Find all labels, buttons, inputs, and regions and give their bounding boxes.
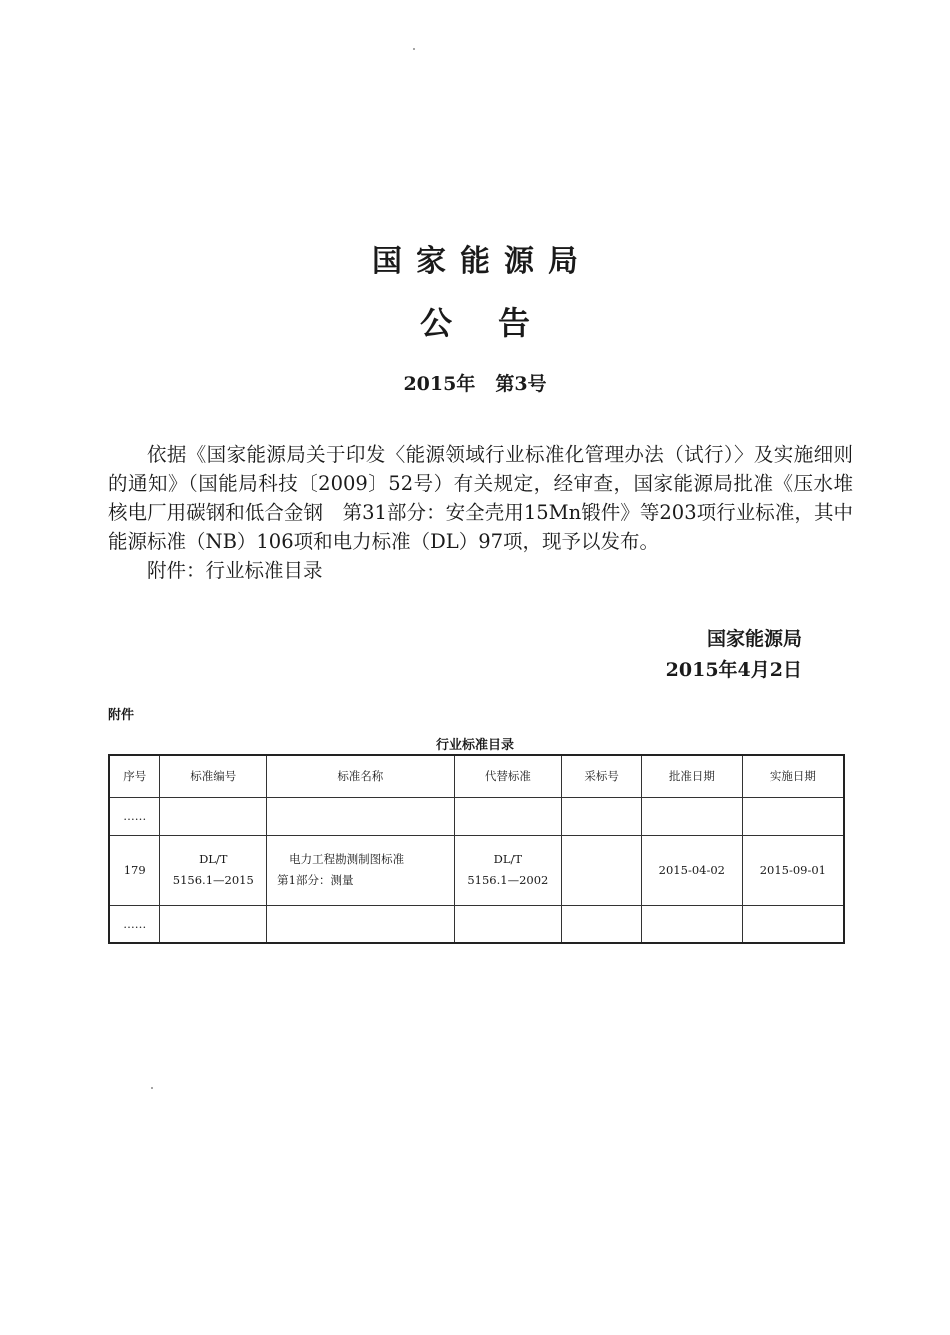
row-name-line2: 第1部分：测量	[277, 873, 354, 887]
row-effective-date: 2015-09-01	[742, 835, 844, 905]
col-header-approval-date: 批准日期	[641, 755, 742, 797]
table-row	[109, 835, 844, 905]
signature-block	[666, 624, 802, 686]
row-replaces-line2: 5156.1—2002	[467, 873, 549, 887]
table-row-ellipsis	[109, 797, 844, 835]
issue-number	[0, 369, 950, 396]
row-name-line1: 电力工程勘测制图标准	[289, 852, 405, 866]
announcement-body	[108, 440, 853, 585]
col-header-code: 标准编号	[160, 755, 267, 797]
table-header-row	[109, 755, 844, 797]
row-seq: 179	[109, 835, 160, 905]
row-code	[160, 835, 267, 905]
signature-date: 2015年4月2日	[665, 659, 802, 681]
row-code-line1: DL/T	[199, 852, 228, 866]
scan-speck	[413, 48, 415, 50]
issue-year: 2015年	[403, 373, 476, 395]
col-header-adopted: 采标号	[562, 755, 642, 797]
row-approval-date: 2015-04-02	[641, 835, 742, 905]
attachment-label: 附件	[108, 708, 135, 723]
table-row-ellipsis	[109, 905, 844, 943]
ellipsis-cell: ……	[109, 905, 160, 943]
col-header-replaces: 代替标准	[454, 755, 562, 797]
col-header-name: 标准名称	[267, 755, 454, 797]
signature-org: 国家能源局	[706, 628, 802, 650]
ellipsis-cell: ……	[109, 797, 160, 835]
col-header-effective-date: 实施日期	[742, 755, 844, 797]
standards-table	[108, 754, 845, 944]
row-replaces-line1: DL/T	[493, 852, 523, 866]
row-code-line2: 5156.1—2015	[172, 873, 254, 887]
attachment-note: 附件：行业标准目录	[147, 559, 323, 582]
body-paragraph: 依据《国家能源局关于印发〈能源领域行业标准化管理办法（试行）〉及实施细则的通知》（国能局科技〔2009〕52号）有关规定，经审查，国家能源局批准《压水堆核电厂用碳钢和低合金钢 第31部分：安全壳用15Mn锻件》等203项行业标准，其中能源标准（NB）106项和电力标准（DL）97项，现予以发布。	[108, 443, 853, 553]
table-title: 行业标准目录	[435, 738, 514, 753]
scan-speck	[151, 1087, 153, 1089]
issue-no: 第3号	[495, 373, 547, 395]
issuing-organization: 国家能源局	[372, 244, 592, 279]
row-name	[267, 835, 454, 905]
document-type: 公告	[419, 304, 576, 342]
row-adopted	[562, 835, 642, 905]
row-replaces	[454, 835, 562, 905]
col-header-seq: 序号	[109, 755, 160, 797]
